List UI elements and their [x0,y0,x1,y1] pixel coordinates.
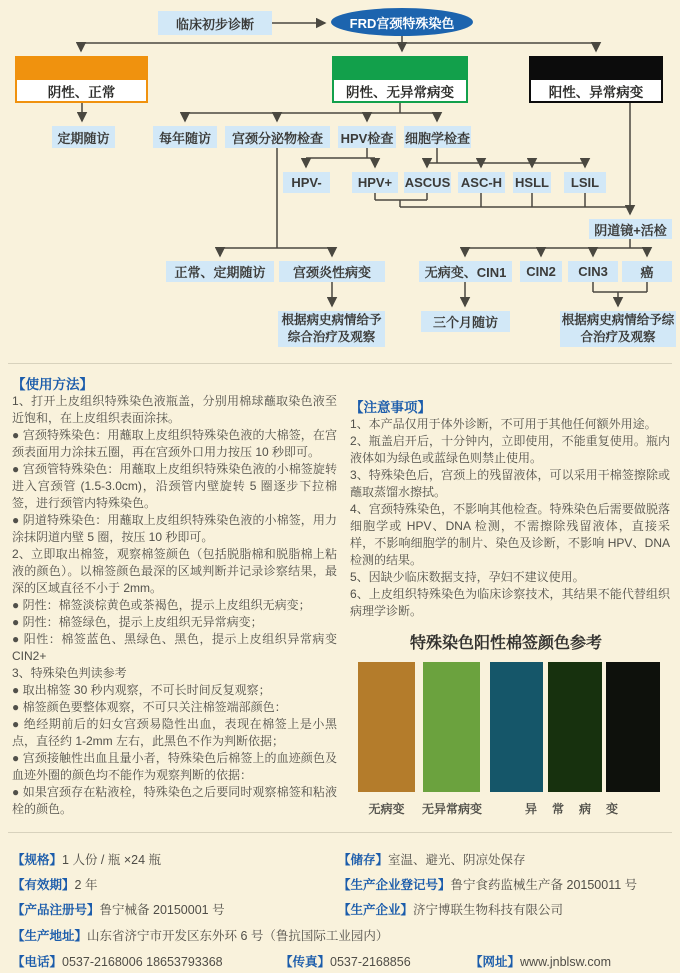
swatch-no-lesion [358,662,415,792]
info-phone-label: 【电话】 [12,955,63,969]
node-hpv-check: HPV检查 [338,126,396,148]
node-yearly-followup: 每年随访 [153,126,217,148]
info-spec-value: 1 人份 / 瓶 ×24 瓶 [62,853,162,867]
notes-item: 2、瓶盖启开后，十分钟内，立即使用，不能重复使用。瓶内液体如为绿色或蓝绿色则禁止使用。 [350,434,670,465]
usage-item: ● 如果宫颈存在粘液栓，特殊染色之后要同时观察棉签和粘液栓的颜色。 [12,785,337,816]
node-treat-observe-right: 根据病史病情给予综合治疗及观察 [560,311,676,347]
info-manufacturer [338,900,563,918]
swatch-label-no-abnormal: 无异常病变 [421,802,482,816]
color-reference-title: 特殊染色阳性棉签颜色参考 [409,635,602,652]
swatch-abnormal-teal [490,662,543,792]
diagnosis-flowchart [0,0,680,363]
node-clinical-diagnosis: 临床初步诊断 [158,11,272,35]
info-manufacturer-label: 【生产企业】 [338,903,414,917]
node-hpv-negative: HPV- [283,172,330,193]
swatch-label-no-lesion: 无病变 [368,802,405,816]
usage-item: ● 绝经期前后的妇女宫颈易隐性出血，表现在棉签上是小黑点，直径约 1-2mm 左右，此黑色不作为判断依据； [12,717,337,748]
usage-item: ● 棉签颜色要整体观察，不可只关注棉签端部颜色： [12,700,287,714]
usage-item: ● 宫颈接触性出血且量小者，特殊染色后棉签上的血迹颜色及血迹外圈的颜色均不能作为观察判断的依据： [12,751,337,782]
header-color-band [334,58,466,80]
node-cancer: 癌 [622,261,672,282]
info-fax-label: 【传真】 [280,955,331,969]
info-address-value: 山东省济宁市开发区东外环 6 号（鲁抗国际工业园内） [87,929,389,943]
info-website [470,952,611,970]
info-storage [338,850,526,868]
info-phone-value: 0537-2168006 18653793368 [62,955,223,969]
swatch-label-abnormal: 异常病变 [524,802,633,816]
notes-title: 【注意事项】 [350,400,431,415]
notes-item: 6、上皮组织特殊染色为临床诊察技术，其结果不能代替组织病理学诊断。 [350,587,670,618]
usage-item: ● 取出棉签 30 秒内观察，不可长时间反复观察； [12,683,271,697]
notes-item: 4、宫颈特殊染色，不影响其他检查。特殊染色后需要做脱落细胞学或 HPV、DNA 检测，不需擦除残留液体，直接采样，不影响细胞学的制片、染色及诊断，不影响 HPV、DNA 检测的结果。 [350,502,670,567]
node-secretion-check: 宫颈分泌物检查 [225,126,330,148]
info-validity-value: 2 年 [74,878,98,892]
section-divider-bottom [8,832,672,833]
notes-section [350,399,670,620]
usage-item: ● 阴道特殊染色：用蘸取上皮组织特殊染色液的小棉签，用力涂抹阴道内壁 5 圈，按压 10 秒即可。 [12,513,337,544]
node-colposcopy-biopsy: 阴道镜+活检 [589,219,672,239]
node-cervicitis: 宫颈炎性病变 [279,261,385,282]
usage-item: ● 宫颈特殊染色：用蘸取上皮组织特殊染色液的大棉签，在宫颈表面用力涂抹五圈，再在宫颈外口用力按压 10 秒即可。 [12,428,337,459]
node-asc-h: ASC-H [458,172,505,193]
usage-item: 3、特殊染色判读参考 [12,666,127,680]
usage-item: 1、打开上皮组织特殊染色液瓶盖，分别用棉球蘸取染色液至近饱和，在上皮组织表面涂抹。 [12,394,337,425]
info-reg-company-value: 鲁宁食药监械生产备 20150011 号 [450,878,638,892]
usage-item: ● 阴性：棉签绿色，提示上皮组织无异常病变； [12,615,263,629]
info-website-label: 【网址】 [470,955,521,969]
node-regular-followup: 定期随访 [52,126,115,148]
node-lsil: LSIL [564,172,606,193]
swatch-abnormal-black [606,662,660,792]
info-product-reg [12,900,225,918]
info-product-reg-value: 鲁宁械备 20150001 号 [99,903,225,917]
node-cytology-check: 细胞学检查 [404,126,471,148]
node-no-lesion-cin1: 无病变、CIN1 [419,261,512,282]
header-label: 阴性、正常 [17,80,146,101]
swatch-abnormal-darkgreen [548,662,602,792]
notes-item: 3、特殊染色后，宫颈上的残留液体，可以采用干棉签擦除或蘸取蒸馏水擦拭。 [350,468,670,499]
usage-item: ● 宫颈管特殊染色：用蘸取上皮组织特殊染色液的小棉签旋转进入宫颈管 (1.5-3.0cm)，沿颈管内壁旋转 5 圈逐步下拉棉签，进行颈管内特殊染色。 [12,462,337,510]
info-manufacturer-value: 济宁博联生物科技有限公司 [413,903,564,917]
node-hsll: HSLL [513,172,551,193]
usage-section [12,376,337,818]
header-color-band [17,58,146,80]
info-phone [12,952,223,970]
node-normal-regular-followup: 正常、定期随访 [166,261,274,282]
usage-item: ● 阴性：棉签淡棕黄色或茶褐色，提示上皮组织无病变； [12,598,311,612]
info-fax [280,952,411,970]
node-treat-observe-left: 根据病史病情给予综合治疗及观察 [278,311,385,347]
node-three-month-followup: 三个月随访 [421,311,510,332]
info-storage-label: 【储存】 [338,853,389,867]
info-validity-label: 【有效期】 [12,878,75,892]
info-fax-value: 0537-2168856 [330,955,411,969]
swatch-no-abnormal [423,662,480,792]
header-label: 阳性、异常病变 [531,80,661,101]
node-cin3: CIN3 [568,261,618,282]
header-negative-no-abnormal [332,56,468,103]
notes-item: 1、本产品仅用于体外诊断，不可用于其他任何额外用途。 [350,417,657,431]
info-product-reg-label: 【产品注册号】 [12,903,100,917]
section-divider-top [8,363,672,364]
node-ascus: ASCUS [404,172,451,193]
usage-item: ● 阳性：棉签蓝色、黑绿色、黑色，提示上皮组织异常病变 CIN2+ [12,632,337,663]
info-reg-company-label: 【生产企业登记号】 [338,878,451,892]
info-address-label: 【生产地址】 [12,929,88,943]
notes-item: 5、因缺少临床数据支持，孕妇不建议使用。 [350,570,585,584]
usage-item: 2、立即取出棉签，观察棉签颜色（包括脱脂棉和脱脂棉上粘液的颜色）。以棉签颜色最深的区域判断并记录诊察结果，最深的区域直径不小于 2mm。 [12,547,337,595]
info-reg-company [338,875,637,893]
usage-title: 【使用方法】 [12,377,93,392]
swab-color-reference [340,630,672,826]
info-validity [12,875,97,893]
header-color-band [531,58,661,80]
node-frd-product: FRD宫颈特殊染色 [331,8,473,36]
info-spec-label: 【规格】 [12,853,63,867]
header-negative-normal [15,56,148,103]
node-hpv-positive: HPV+ [352,172,398,193]
info-address [12,926,388,944]
info-website-value: www.jnblsw.com [520,955,612,969]
info-spec [12,850,161,868]
header-positive-abnormal [529,56,663,103]
node-cin2: CIN2 [520,261,562,282]
info-storage-value: 室温、避光、阴凉处保存 [388,853,526,867]
header-label: 阴性、无异常病变 [334,80,466,101]
